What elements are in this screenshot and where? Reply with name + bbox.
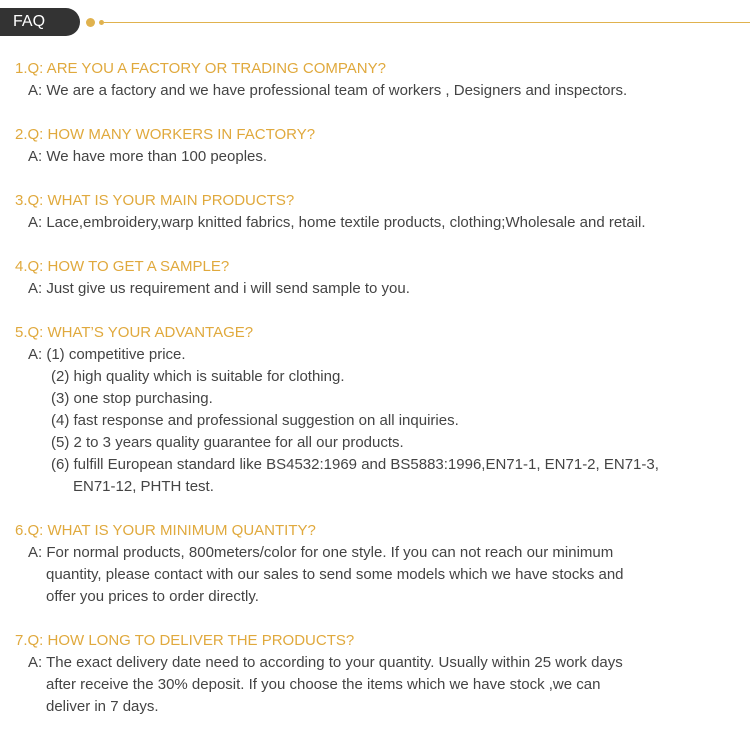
question: 3.Q: WHAT IS YOUR MAIN PRODUCTS?	[15, 192, 295, 209]
faq-item-5	[0, 322, 750, 498]
question: 2.Q: HOW MANY WORKERS IN FACTORY?	[15, 126, 316, 143]
question: 1.Q: ARE YOU A FACTORY OR TRADING COMPANY?	[15, 60, 386, 77]
faq-item-4	[0, 256, 750, 300]
answer: A: We have more than 100 peoples.	[28, 148, 268, 165]
faq-list	[0, 58, 750, 731]
header-divider	[104, 22, 750, 23]
faq-item-6	[0, 520, 750, 608]
advantage-item: (4) fast response and professional suggestion on all inquiries.	[51, 412, 459, 429]
advantage-item-continuation: EN71-12, PHTH test.	[73, 478, 214, 495]
answer: A: Just give us requirement and i will send sample to you.	[28, 280, 410, 297]
answer: A: (1) competitive price.	[28, 346, 186, 363]
answer: A: We are a factory and we have professional team of workers , Designers and inspectors.	[28, 82, 628, 99]
faq-header	[0, 8, 750, 36]
question: 5.Q: WHAT’S YOUR ADVANTAGE?	[15, 324, 254, 341]
advantage-item: (2) high quality which is suitable for clothing.	[51, 368, 345, 385]
answer-continuation: offer you prices to order directly.	[46, 588, 259, 605]
faq-item-7	[0, 630, 750, 718]
advantage-item: (5) 2 to 3 years quality guarantee for all our products.	[51, 434, 404, 451]
faq-title-tab: FAQ	[0, 8, 80, 36]
answer: A: Lace,embroidery,warp knitted fabrics, home textile products, clothing;Wholesale and retail.	[28, 214, 646, 231]
answer-continuation: deliver in 7 days.	[46, 698, 159, 715]
question: 4.Q: HOW TO GET A SAMPLE?	[15, 258, 230, 275]
advantage-item: (6) fulfill European standard like BS4532:1969 and BS5883:1996,EN71-1, EN71-2, EN71-3,	[51, 456, 659, 473]
question: 7.Q: HOW LONG TO DELIVER THE PRODUCTS?	[15, 632, 355, 649]
advantage-item: (3) one stop purchasing.	[51, 390, 213, 407]
answer: A: The exact delivery date need to according to your quantity. Usually within 25 work days	[28, 654, 623, 671]
answer-continuation: after receive the 30% deposit. If you choose the items which we have stock ,we can	[46, 676, 601, 693]
question: 6.Q: WHAT IS YOUR MINIMUM QUANTITY?	[15, 522, 316, 539]
answer: A: For normal products, 800meters/color for one style. If you can not reach our minimum	[28, 544, 614, 561]
answer-continuation: quantity, please contact with our sales to send some models which we have stocks and	[46, 566, 624, 583]
faq-item-2	[0, 124, 750, 168]
faq-item-3	[0, 190, 750, 234]
faq-item-1	[0, 58, 750, 102]
large-dot-icon	[86, 18, 95, 27]
